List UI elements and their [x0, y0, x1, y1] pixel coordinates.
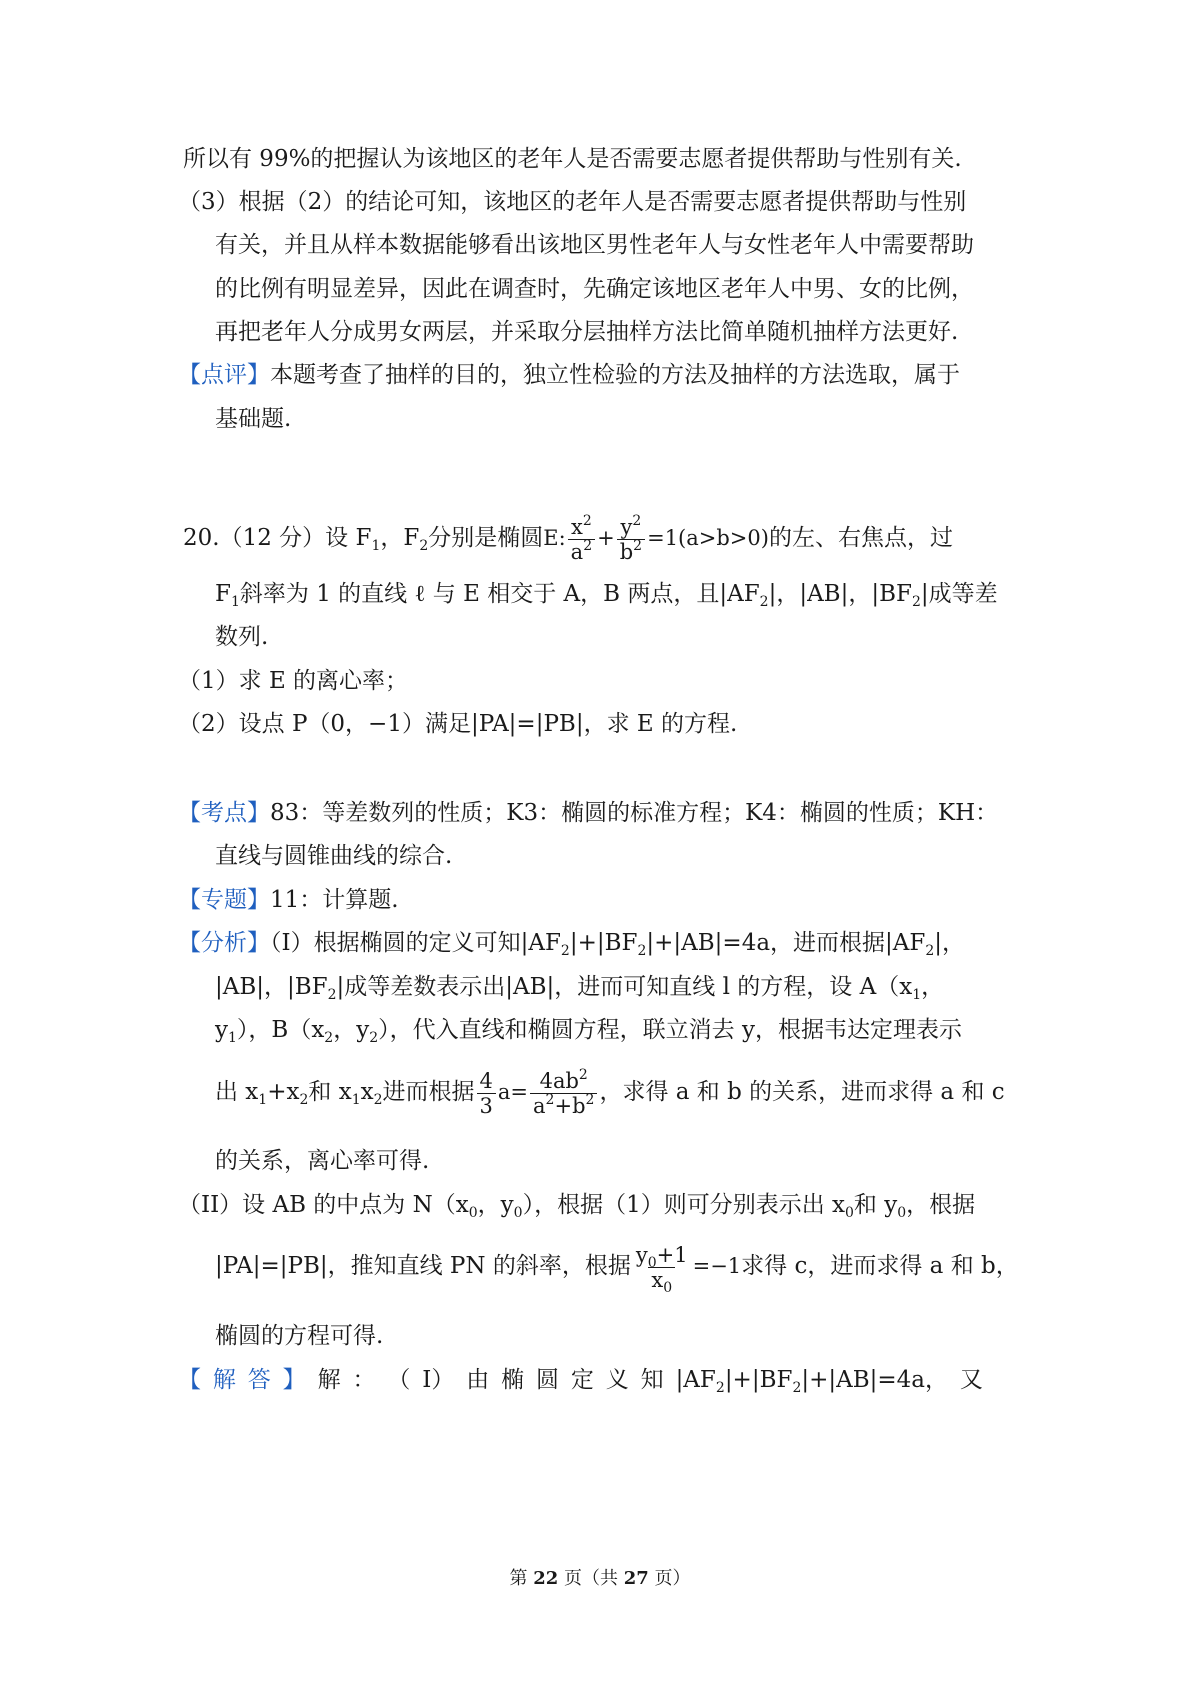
text-line: $y_1$），$B(x_2$，$y_2$），代入直线和椭圆方程，联立消去 y，根据韦达定理表示	[215, 1017, 962, 1046]
text-line: （II）设 AB 的中点为 $N(x_0$，$y_0$），根据（1）则可分别表示出 $x_0$和 $y_0$，根据	[178, 1192, 976, 1221]
text-line: 数列.	[215, 624, 269, 650]
page-footer: 第 22 页（共 27 页）	[509, 1568, 691, 1589]
sub-question-1: （1）求 E 的离心率；	[178, 668, 409, 694]
jieda-tag-3: 答	[247, 1367, 271, 1393]
fraction-4ab2: $\frac{4ab^2}{a^2+b^2}$	[530, 1069, 597, 1118]
jieda-tag-2: 解	[212, 1367, 236, 1393]
jieda-tag-1: 【	[178, 1367, 201, 1393]
text-line: 的比例有明显差异，因此在调查时，先确定该地区老年人中男、女的比例，	[215, 276, 974, 302]
fraction-y2-b2: $\frac{y^2}{b^2}$	[617, 515, 645, 564]
fenxi-tag: 【分析】	[178, 930, 270, 956]
fraction-x2-a2: $\frac{x^2}{a^2}$	[568, 515, 595, 564]
zhuanti-line: 【专题】11：计算题.	[178, 887, 399, 913]
text-line: （3）根据（2）的结论可知，该地区的老年人是否需要志愿者提供帮助与性别	[178, 189, 967, 215]
jieda-tag-4: 】	[282, 1367, 306, 1393]
comment-line: 【点评】本题考查了抽样的目的，独立性检验的方法及抽样的方法选取，属于	[178, 362, 960, 388]
fenxi-line: 【分析】（I）根据椭圆的定义可知$|AF_2|+|BF_2|+|AB|=4a$，进而根据$|AF_2|$，	[178, 930, 966, 959]
comment-tag: 【点评】	[178, 362, 270, 388]
fraction-slope: $\frac{y_0+1}{x_0}$	[635, 1242, 688, 1296]
text-line: $F_1$斜率为 1 的直线 ℓ 与 E 相交于 A，B 两点，且$|AF_2|$，|AB|，$|BF_2|$成等差	[215, 581, 998, 610]
text-line: |AB|，$|BF_2|$成等差数表示出|AB|，进而可知直线 l 的方程，设 $A(x_1$，	[215, 974, 945, 1003]
text-line: 有关，并且从样本数据能够看出该地区男性老年人与女性老年人中需要帮助	[215, 232, 974, 258]
kaodian-tag: 【考点】	[178, 800, 270, 826]
zhuanti-tag: 【专题】	[178, 887, 270, 913]
sub-question-2: （2）设点 P（0，−1）满足|PA|=|PB|，求 E 的方程.	[178, 711, 738, 737]
text-line: |PA|=|PB|，推知直线 PN 的斜率，根据 $\frac{y_0+1}{x_0}$ =−1求得 c，进而求得 a 和 b，	[215, 1242, 1019, 1296]
text-line: 的关系，离心率可得.	[215, 1148, 430, 1174]
problem-statement: 20.（12 分）设 $F_1$，$F_2$分别是椭圆E: $\frac{x^2}{a^2}$ + $\frac{y^2}{b^2}$ =1(a>b>0)的左、右焦点，过	[183, 512, 953, 564]
fraction-four-thirds: $\frac{4}{3}$	[477, 1069, 496, 1118]
text-line: 出 $x_1+x_2$和 $x_1x_2$进而根据 $\frac{4}{3}$ a= $\frac{4ab^2}{a^2+b^2}$ ，求得 a 和 b 的关系，进而求得 a 和 c	[215, 1066, 1005, 1118]
text-line: 所以有 99%的把握认为该地区的老年人是否需要志愿者提供帮助与性别有关.	[183, 146, 962, 172]
text-line: 直线与圆锥曲线的综合.	[215, 843, 453, 869]
kaodian-line: 【考点】83：等差数列的性质；K3：椭圆的标准方程；K4：椭圆的性质；KH：	[178, 800, 999, 826]
total-pages: 27	[623, 1568, 649, 1589]
text-line: 基础题.	[215, 406, 292, 432]
text-line: 再把老年人分成男女两层，并采取分层抽样方法比简单随机抽样方法更好.	[215, 319, 959, 345]
jieda-line: 【 解 答 】 解 ： （ I） 由 椭 圆 定 义 知 $|AF_2|+|BF_2|+|AB|=4a$， 又	[178, 1364, 983, 1396]
current-page-number: 22	[533, 1568, 559, 1589]
text-line: 椭圆的方程可得.	[215, 1323, 384, 1349]
